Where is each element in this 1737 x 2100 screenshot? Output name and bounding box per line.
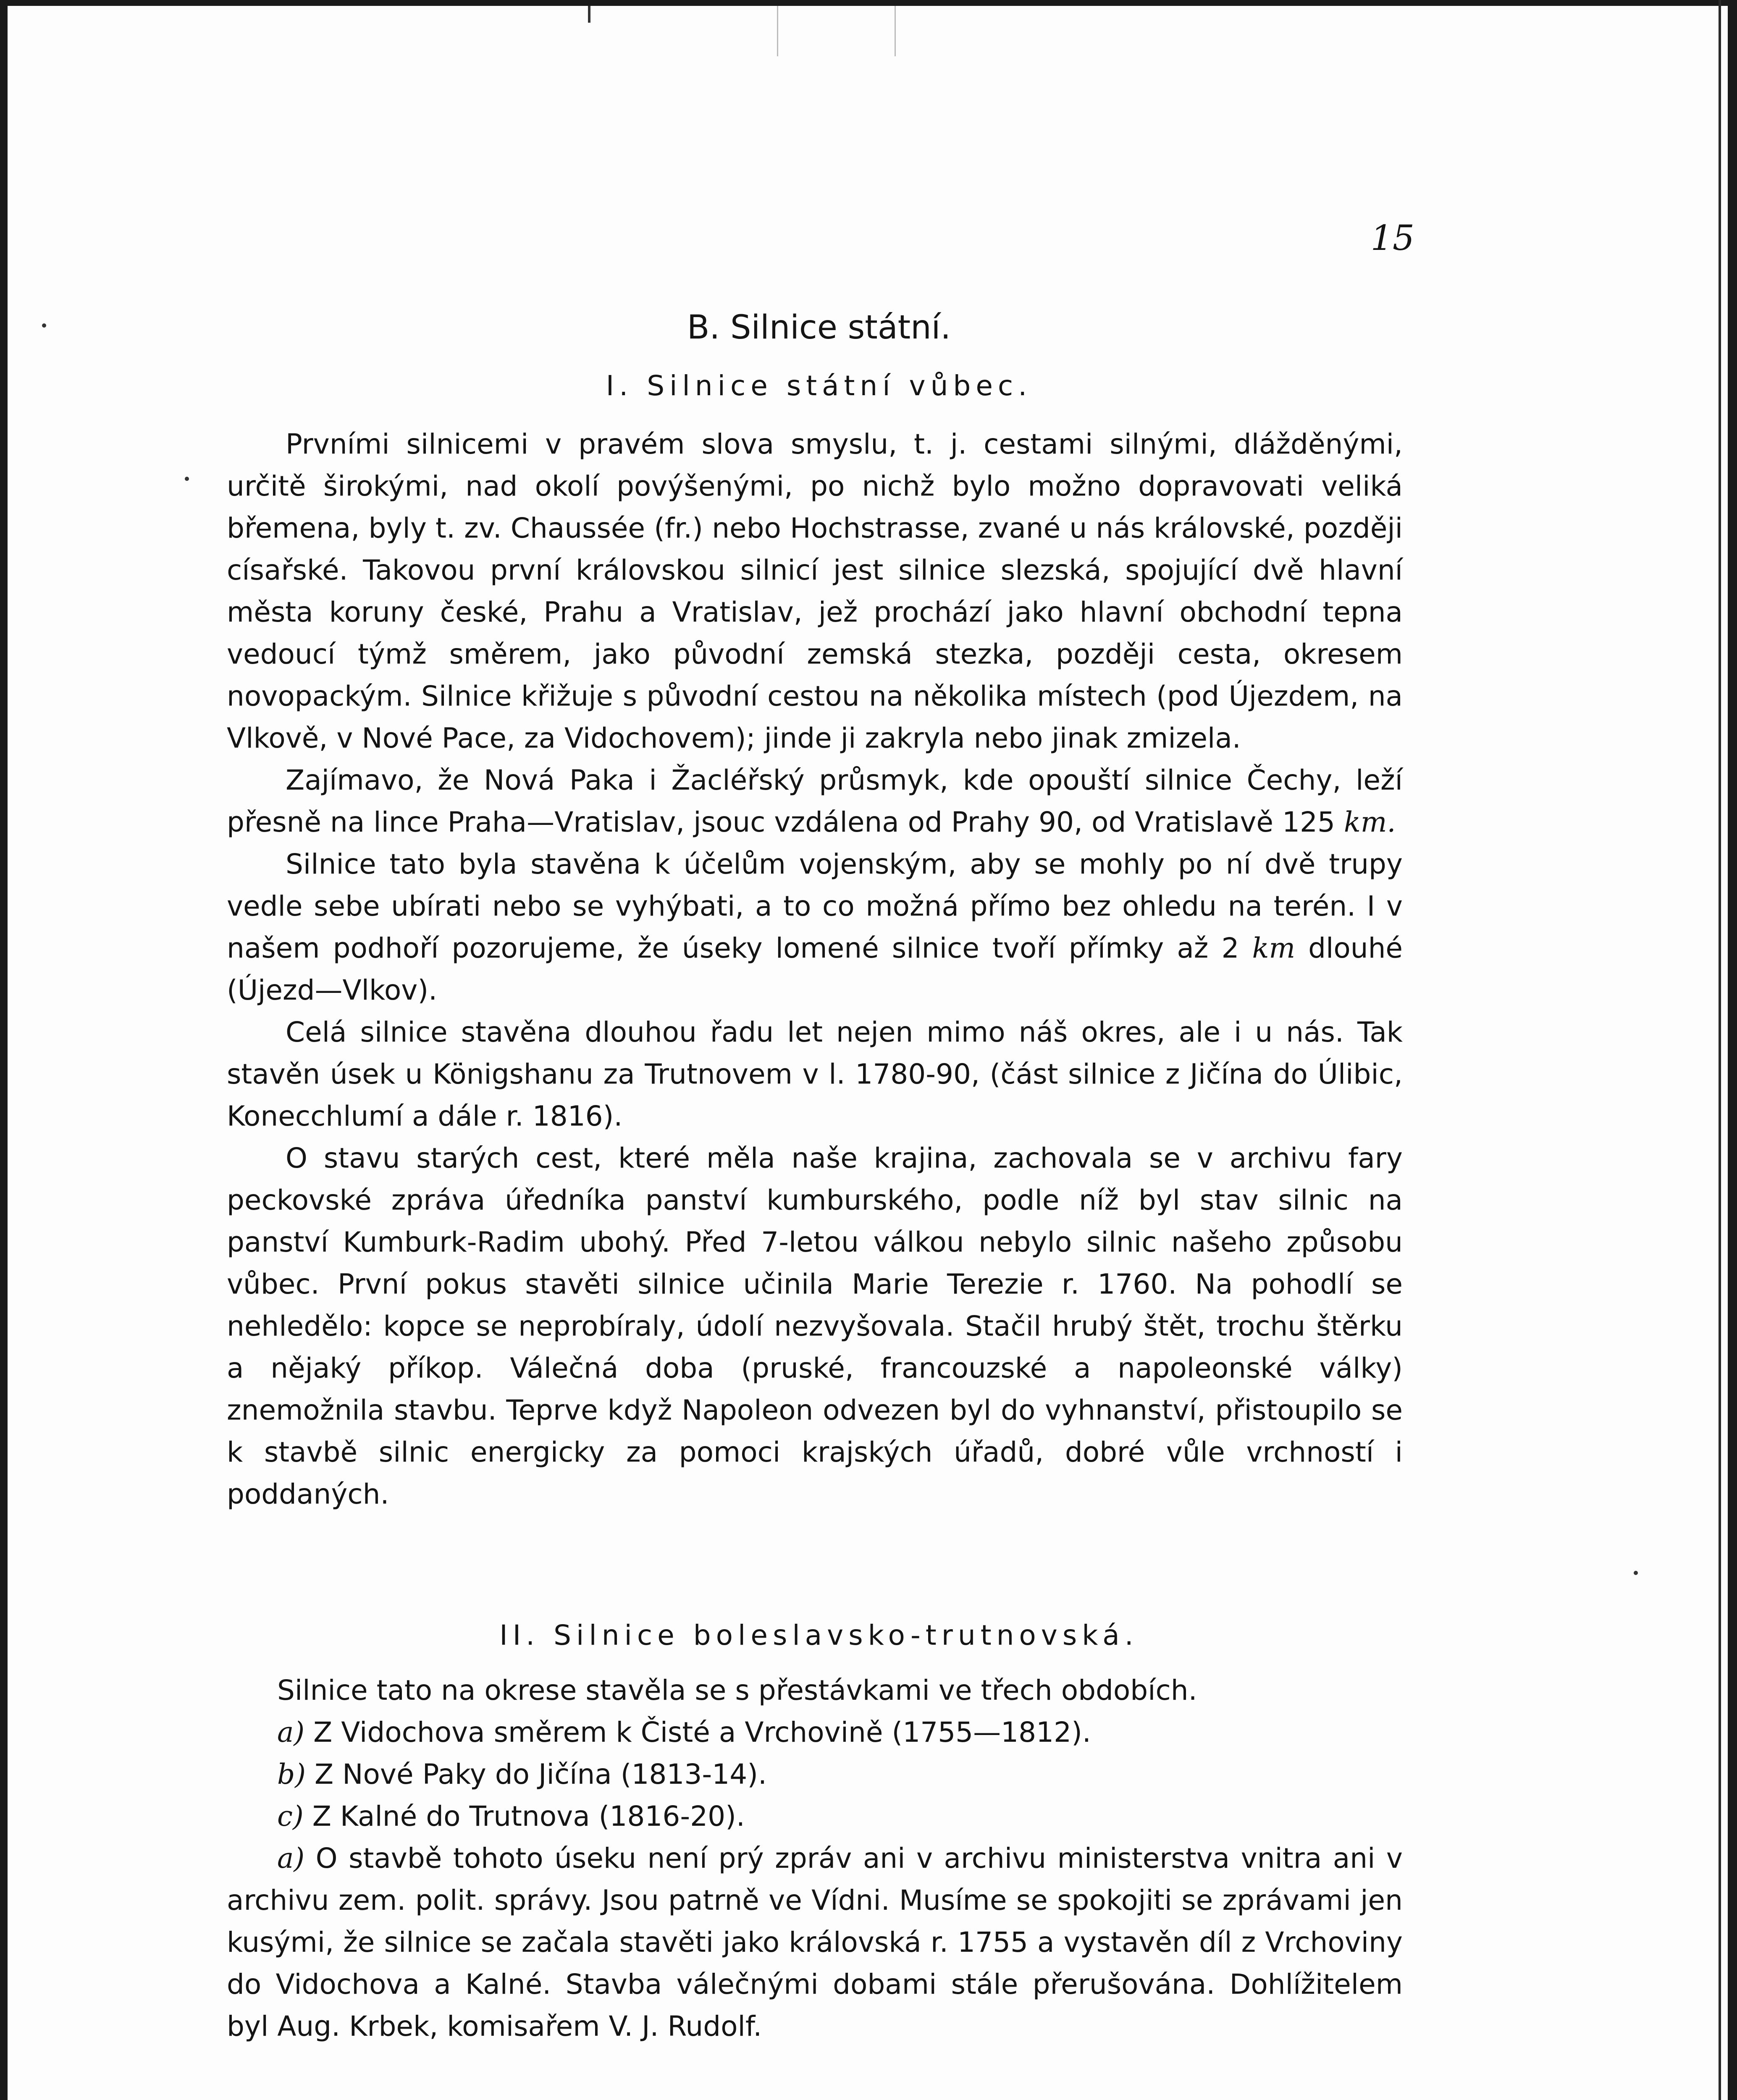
list-label: b)	[277, 1758, 306, 1790]
list-label: a)	[277, 1716, 305, 1748]
chapter-heading: B. Silnice státní.	[687, 309, 951, 346]
scan-mark	[588, 6, 590, 23]
speck	[185, 477, 189, 481]
speck	[1634, 1571, 1638, 1575]
paragraph-3	[227, 843, 1403, 1011]
section-2-intro: Silnice tato na okrese stavěla se s přestávkami ve třech obdobích.	[277, 1674, 1197, 1706]
paragraph-3-text: Silnice tato byla stavěna k účelům vojenským, aby se mohly po ní dvě trupy vedle sebe ubírati nebo se vyhýbati, a to co možná přímo bez ohledu na terén. I v našem podhoří pozorujeme, že úseky lomené silnice tvoří přímky až 2	[227, 848, 1403, 964]
speck	[42, 323, 46, 328]
section-2-body	[227, 1670, 1403, 2048]
scan-border-left	[0, 0, 8, 2100]
final-paragraph-text: O stavbě tohoto úseku není prý zpráv ani v archivu ministerstva vnitra ani v archivu zem. polit. správy. Jsou patrně ve Vídni. Musíme se spokojiti se zprávami jen kusými, že silnice se začala stavěti jako královská r. 1755 a vystavěn díl z Vrchoviny do Vidochova a Kalné. Stavba válečnými dobami stále přerušována. Dohlížitelem byl Aug. Krbek, komisařem V. J. Rudolf.	[227, 1842, 1403, 2042]
page-number: 15	[1370, 218, 1414, 258]
paragraph-1: Prvními silnicemi v pravém slova smyslu, t. j. cestami silnými, dlážděnými, určitě širokými, nad okolí povýšenými, po nichž bylo možno dopravovati veliká břemena, byly t. zv. Chaussée (fr.) nebo Hochstrasse, zvané u nás královské, později císařské. Takovou první královskou silnicí jest silnice slezská, spojující dvě hlavní města koruny české, Prahu a Vratislav, jež prochází jako hlavní obchodní tepna vedoucí týmž směrem, jako původní zemská stezka, později cesta, okresem novopackým. Silnice křižuje s původní cestou na několika místech (pod Újezdem, na Vlkově, v Nové Pace, za Vidochovem); jinde ji zakryla nebo jinak zmizela.	[227, 428, 1403, 754]
list-text: Z Kalné do Trutnova (1816-20).	[312, 1800, 745, 1832]
section-heading-2: II. Silnice boleslavsko-trutnovská.	[499, 1619, 1139, 1651]
scan-border-line	[1719, 0, 1721, 2100]
paragraph-5: O stavu starých cest, které měla naše krajina, zachovala se v archivu fary peckovské zpráva úředníka panství kumburského, podle níž byl stav silnic na panství Kumburk-Radim ubohý. Před 7-letou válkou nebylo silnic našeho způsobu vůbec. První pokus stavěti silnice učinila Marie Terezie r. 1760. Na pohodlí se nehledělo: kopce se neprobíraly, údolí nezvyšovala. Stačil hrubý štět, trochu štěrku a nějaký příkop. Válečná doba (pruské, francouzské a napoleonské války) znemožnila stavbu. Teprve když Napoleon odvezen byl do vyhnanství, přistoupilo se k stavbě silnic energicky za pomoci krajských úřadů, dobré vůle vrchností i poddaných.	[227, 1142, 1403, 1510]
scan-mark	[777, 6, 778, 56]
list-label: c)	[277, 1800, 304, 1832]
list-text: Z Vidochova směrem k Čisté a Vrchovině (1755—1812).	[313, 1716, 1091, 1748]
paragraph-4: Celá silnice stavěna dlouhou řadu let nejen mimo náš okres, ale i u nás. Tak stavěn úsek u Königshanu za Trutnovem v l. 1780-90, (část silnice z Jičína do Úlibic, Konecchlumí a dále r. 1816).	[227, 1016, 1403, 1132]
unit-km: km	[1252, 932, 1296, 964]
final-paragraph	[227, 1838, 1403, 2048]
section-1-body	[227, 423, 1403, 1515]
list-label: a)	[277, 1842, 305, 1874]
paragraph-3-tail: dlouhé (Újezd—Vlkov).	[227, 932, 1403, 1006]
list-text: Z Nové Paky do Jičína (1813-14).	[314, 1758, 767, 1790]
section-heading-1: I. Silnice státní vůbec.	[606, 370, 1032, 402]
scan-border-right	[1728, 0, 1737, 2100]
paragraph-2	[227, 759, 1403, 843]
list-item	[227, 1796, 1403, 1838]
paragraph-2-text: Zajímavo, že Nová Paka i Žacléřský průsmyk, kde opouští silnice Čechy, leží přesně na lince Praha—Vratislav, jsouc vzdálena od Prahy 90, od Vratislavě 125	[227, 764, 1403, 838]
unit-km: km.	[1343, 806, 1396, 838]
scan-mark	[895, 6, 896, 56]
scan-border-top	[0, 0, 1737, 6]
list-item	[227, 1754, 1403, 1796]
list-item	[227, 1712, 1403, 1754]
